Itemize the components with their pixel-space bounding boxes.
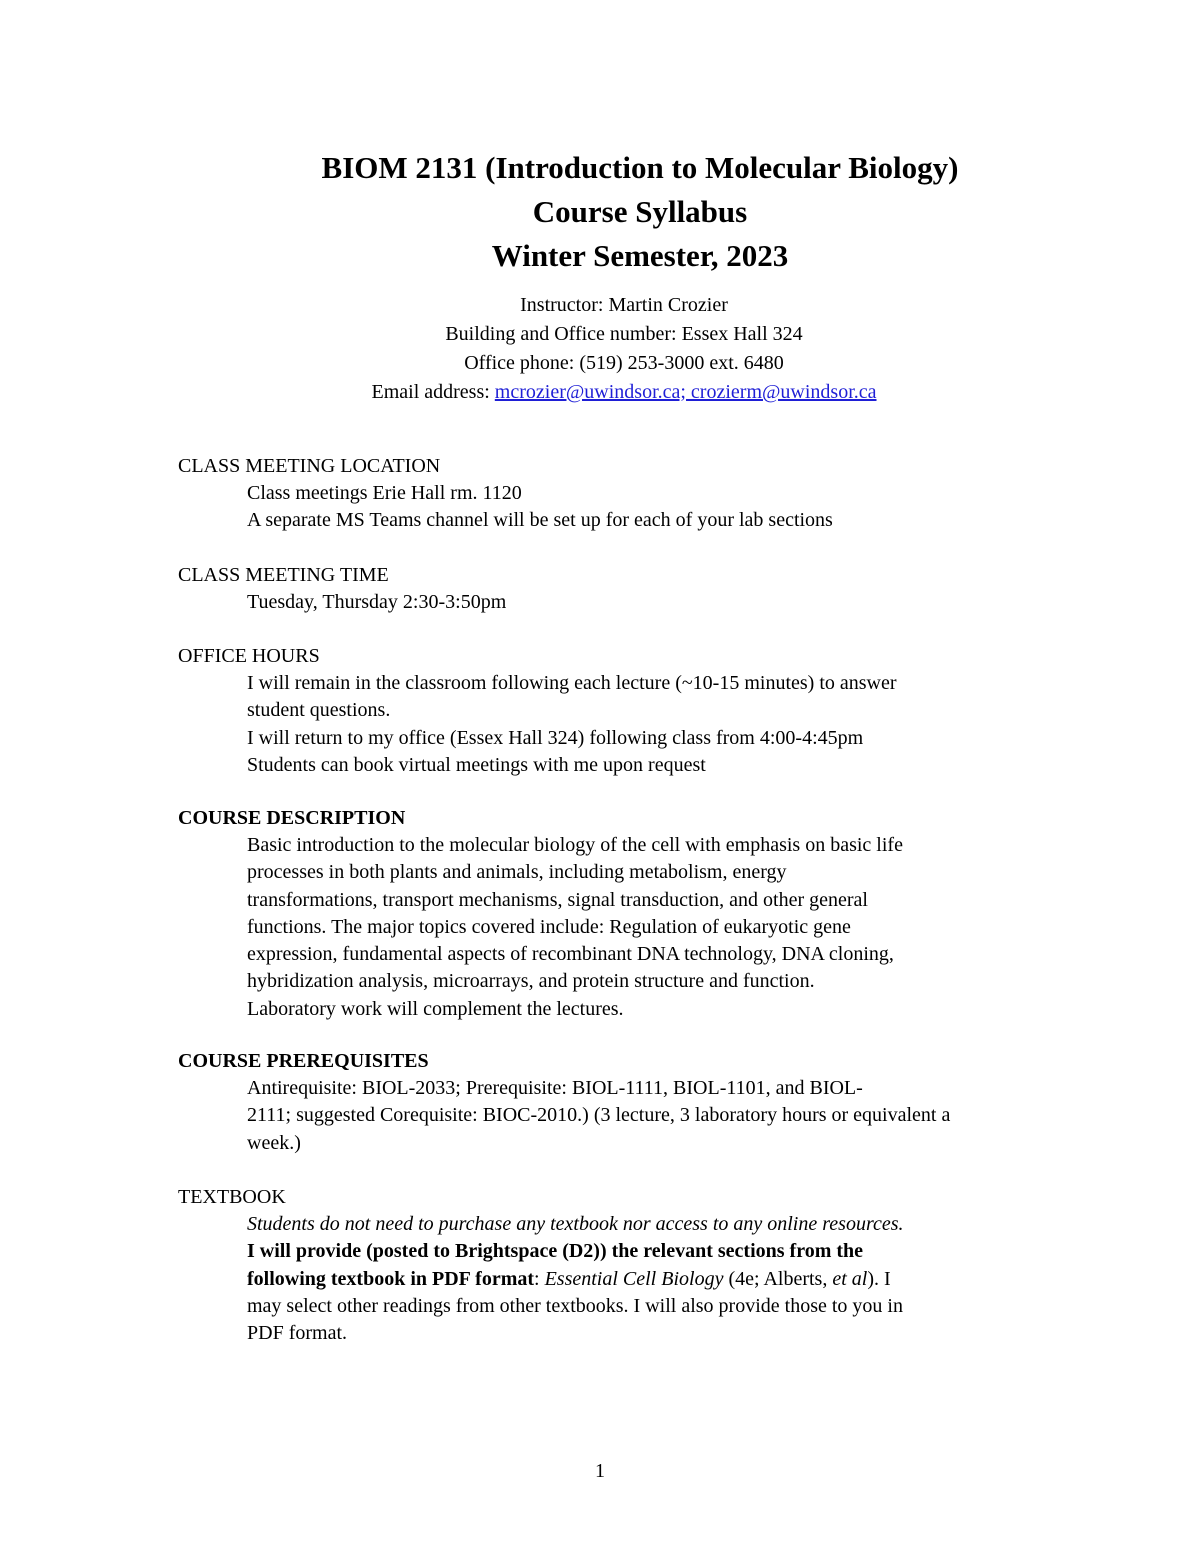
text-line: I will provide (posted to Brightspace (D2)) the relevant sections from the [247,1240,864,1263]
text-line: processes in both plants and animals, including metabolism, energy [247,861,787,884]
section-heading: COURSE PREREQUISITES [178,1050,429,1072]
course-code: BIOM 2131 [321,150,478,185]
section-body [247,670,1097,779]
section-body [247,832,1097,1023]
office-location: Building and Office number: Essex Hall 324 [445,323,803,345]
textbook-note: Students do not need to purchase any textbook nor access to any online resources. [247,1213,904,1235]
book-title: Essential Cell Biology [544,1267,724,1290]
section-location [178,453,1098,535]
text-line: I will remain in the classroom following each lecture (~10-15 minutes) to answer [247,672,897,694]
section-heading: COURSE DESCRIPTION [178,807,406,829]
text-line [247,1266,1097,1293]
text-line: hybridization analysis, microarrays, and protein structure and function. [247,970,815,993]
section-heading: TEXTBOOK [178,1186,286,1208]
email-links[interactable]: mcrozier@uwindsor.ca; crozierm@uwindsor.ca [494,381,877,403]
section-body [247,589,1097,616]
text-line: 2111; suggested Corequisite: BIOC-2010.) (3 lecture, 3 laboratory hours or equivalent a [247,1104,951,1127]
instructor-name: Instructor: Martin Crozier [520,294,728,316]
section-heading: CLASS MEETING LOCATION [178,455,441,477]
email-line [0,378,1200,407]
section-prerequisites [178,1048,1098,1157]
text-line: Students can book virtual meetings with me upon request [247,753,706,776]
section-office-hours [178,643,1098,779]
text-line: Antirequisite: BIOL-2033; Prerequisite: BIOL-1111, BIOL-1101, and BIOL- [247,1077,863,1099]
course-title-line [0,146,1200,190]
instructor-contact [0,291,1200,407]
section-body [247,1211,1097,1347]
text-line: expression, fundamental aspects of recombinant DNA technology, DNA cloning, [247,943,894,966]
bold-text: following textbook in PDF format [247,1267,535,1290]
document-title [0,146,1200,278]
text-line: Laboratory work will complement the lectures. [247,997,624,1020]
text-line: PDF format. [247,1322,347,1345]
page-number: 1 [595,1460,605,1482]
section-description [178,805,1098,1023]
section-body [247,480,1097,535]
course-name: (Introduction to Molecular Biology) [485,150,959,185]
text-line: week.) [247,1131,301,1154]
text-line: I will return to my office (Essex Hall 324) following class from 4:00-4:45pm [247,726,864,749]
text-line: Class meetings Erie Hall rm. 1120 [247,482,522,504]
colon-text: : [534,1267,545,1290]
et-al-text: et al [832,1267,868,1290]
section-heading: OFFICE HOURS [178,645,320,667]
text-line: Basic introduction to the molecular biology of the cell with emphasis on basic life [247,834,903,856]
section-time [178,562,1098,616]
section-body [247,1075,1097,1157]
text-line: Tuesday, Thursday 2:30-3:50pm [247,591,507,613]
syllabus-title: Course Syllabus [532,194,748,229]
edition-end-text: ). I [867,1267,891,1290]
semester-title: Winter Semester, 2023 [491,238,789,273]
text-line: A separate MS Teams channel will be set up for each of your lab sections [247,509,833,532]
office-phone: Office phone: (519) 253-3000 ext. 6480 [464,352,784,374]
text-line: may select other readings from other textbooks. I will also provide those to you in [247,1294,903,1317]
text-line: functions. The major topics covered include: Regulation of eukaryotic gene [247,915,851,938]
text-line: student questions. [247,699,391,722]
section-textbook [178,1184,1098,1347]
section-heading: CLASS MEETING TIME [178,564,389,586]
email-label: Email address: [371,381,495,403]
text-line: transformations, transport mechanisms, signal transduction, and other general [247,888,868,911]
edition-text: (4e; Alberts, [723,1267,833,1290]
